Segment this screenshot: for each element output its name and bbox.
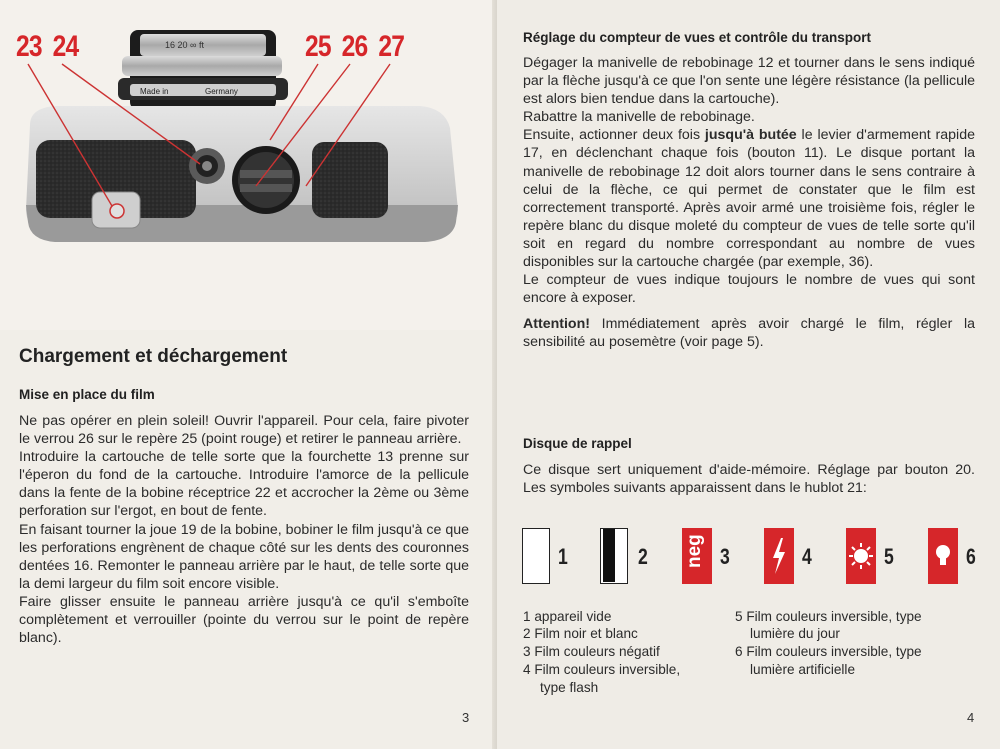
callout-26: 26 — [341, 30, 368, 63]
emphasis-text: jusqu'à butée — [704, 127, 797, 144]
callout-24: 24 — [52, 30, 79, 63]
paragraph: Le compteur de vues indique toujours le nombre de vues qui sont encore à exposer. — [523, 272, 975, 307]
symbol-number: 6 — [966, 544, 976, 569]
callout-25: 25 — [305, 30, 331, 63]
paragraph: Rabattre la manivelle de rebobinage. — [523, 109, 755, 126]
sun-icon — [846, 528, 876, 584]
symbol-row — [522, 528, 982, 588]
legend-item: lumière du jour — [750, 626, 840, 641]
lens-distance-scale: 16 20 ∞ ft — [165, 40, 204, 50]
text-run: le levier d'armement rapide 17, en déclenchant chaque fois (bouton 11). Le disque portant la manivelle de rebobinage 12 doit alors tourner dans le sens contraire à celui de la flèche, ce qui permet de constater que le film est correctement transporté. Après avoir armé une troisième fois, régler le repère blanc du disque moleté du compteur de vues de telle sorte qu'il soit en regard du nombre correspondant au nombre de vues disponibles sur la cartouche chargée (par exemple, 36). — [523, 127, 975, 271]
legend-item: lumière artificielle — [750, 662, 856, 677]
callout-numbers-right — [305, 30, 404, 64]
empty-frame-icon — [522, 528, 550, 584]
symbol-number: 2 — [638, 544, 648, 569]
paragraph: Introduire la cartouche de telle sorte que la fourchette 13 prenne sur l'éperon du fond de la cartouche. Introduire l'amorce de la pellicule dans la fente de la bobine réceptrice 22 et accrocher la 2ème ou 3ème perforation sur l'ergot, en bout de fente. — [19, 449, 469, 520]
symbol-number: 3 — [720, 544, 730, 569]
page-number: 3 — [462, 710, 470, 725]
bulb-icon — [928, 528, 958, 584]
subsection-title: Mise en place du film — [19, 387, 155, 402]
callout-27: 27 — [378, 30, 405, 63]
paragraph: Ce disque sert uniquement d'aide-mémoire. Réglage par bouton 20. Les symboles suivants apparaissent dans le hublot 21: — [523, 462, 975, 497]
attention-note — [523, 315, 975, 351]
legend-item: 3 Film couleurs négatif — [523, 644, 660, 659]
left-page — [0, 0, 497, 749]
text-run: Ensuite, actionner deux fois — [523, 127, 705, 144]
paragraph: Ne pas opérer en plein soleil! Ouvrir l'appareil. Pour cela, faire pivoter le verrou 26 sur le repère 25 (point rouge) et retirer le panneau arrière. — [19, 413, 469, 448]
legend-item: 5 Film couleurs inversible, type — [735, 609, 922, 624]
symbol-number: 1 — [558, 544, 568, 569]
black-white-frame-icon — [600, 528, 628, 584]
page-number: 4 — [967, 710, 975, 725]
neg-label: neg — [684, 534, 705, 568]
attention-label: Attention! — [523, 316, 590, 333]
section-title: Chargement et déchargement — [19, 346, 288, 367]
camera-photo — [0, 0, 497, 330]
paragraph: En faisant tourner la joue 19 de la bobine, bobiner le film jusqu'à ce que les perforations engrènent de chaque côté sur les dents des couronnes dentées 16. Remonter le panneau arrière par le haut, de telle sorte que la demi largeur du film soit encore visible. — [19, 521, 469, 592]
legend-item: 4 Film couleurs inversible, — [523, 662, 681, 677]
legend-item: 2 Film noir et blanc — [523, 626, 638, 641]
section-title: Réglage du compteur de vues et contrôle du transport — [523, 30, 872, 45]
legend-item: 1 appareil vide — [523, 609, 612, 624]
left-body — [19, 412, 469, 647]
callout-23: 23 — [16, 30, 42, 63]
symbol-number: 5 — [884, 544, 894, 569]
symbol-number: 4 — [802, 544, 812, 569]
paragraph: Dégager la manivelle de rebobinage 12 et tourner dans le sens indiqué par la flèche jusqu'à ce que l'on sente une légère résistance (la pellicule est alors bien tendue dans la cartouche). — [523, 55, 975, 108]
legend-item: 6 Film couleurs inversible, type — [735, 644, 922, 659]
paragraph: Faire glisser ensuite le panneau arrière jusqu'à ce qu'il s'emboîte complètement et verrouiller (pointe du verrou sur le point de repère blanc). — [19, 593, 469, 647]
right-body — [523, 54, 975, 352]
neg-icon — [682, 528, 712, 584]
lens-made-in: Made in — [140, 87, 169, 96]
paragraph — [523, 126, 975, 271]
callout-numbers-left — [16, 30, 78, 64]
legend-item: type flash — [540, 680, 599, 695]
lens-germany: Germany — [205, 87, 238, 96]
subsection-title: Disque de rappel — [523, 436, 632, 451]
attention-text: Immédiatement après avoir chargé le film, régler la sensibilité au posemètre (voir page 5). — [523, 316, 975, 351]
flash-bolt-icon — [764, 528, 794, 584]
